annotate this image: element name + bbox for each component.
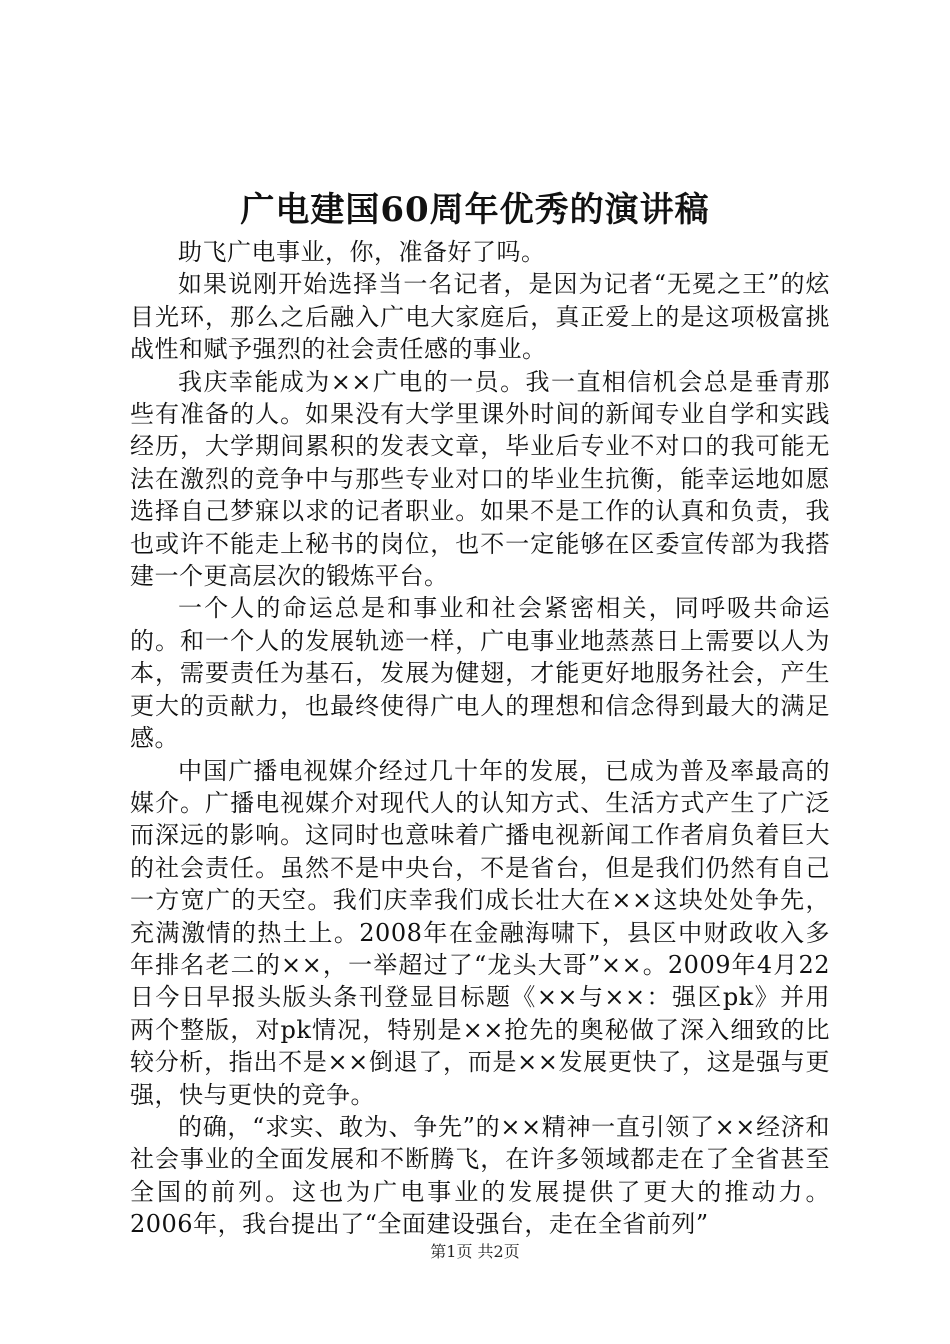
paragraph-4: 一个人的命运总是和事业和社会紧密相关，同呼吸共命运的。和一个人的发展轨迹一样，广电事业地蒸蒸日上需要以人为本，需要责任为基石，发展为健翅，才能更好地服务社会，产生更大的贡献力，也最终使得广电人的理想和信念得到最大的满足感。 (130, 594, 830, 753)
document-title: 广电建国60周年优秀的演讲稿 (240, 190, 710, 230)
paragraph-1: 助飞广电事业，你，准备好了吗。 (178, 238, 546, 266)
paragraph-6: 的确，“求实、敢为、争先”的××精神一直引领了××经济和社会事业的全面发展和不断腾飞，在许多领域都走在了全省甚至全国的前列。这也为广电事业的发展提供了更大的推动力。2006年，我台提出了“全面建设强台，走在全省前列” (130, 1112, 830, 1239)
document-body (130, 236, 830, 1241)
page-number-footer: 第1页 共2页 (430, 1242, 520, 1261)
paragraph-3: 我庆幸能成为××广电的一员。我一直相信机会总是垂青那些有准备的人。如果没有大学里课外时间的新闻专业自学和实践经历，大学期间累积的发表文章，毕业后专业不对口的我可能无法在激烈的竞争中与那些专业对口的毕业生抗衡，能幸运地如愿选择自己梦寐以求的记者职业。如果不是工作的认真和负责，我也或许不能走上秘书的岗位，也不一定能够在区委宣传部为我搭建一个更高层次的锻炼平台。 (130, 367, 830, 591)
paragraph-5: 中国广播电视媒介经过几十年的发展，已成为普及率最高的媒介。广播电视媒介对现代人的认知方式、生活方式产生了广泛而深远的影响。这同时也意味着广播电视新闻工作者肩负着巨大的社会责任。虽然不是中央台，不是省台，但是我们仍然有自己一方宽广的天空。我们庆幸我们成长壮大在××这块处处争先，充满激情的热土上。2008年在金融海啸下，县区中财政收入多年排名老二的××，一举超过了“龙头大哥”××。2009年4月22日今日早报头版头条刊登显目标题《××与××：强区pk》并用两个整版，对pk情况，特别是××抢先的奥秘做了深入细致的比较分析，指出不是××倒退了，而是××发展更快了，这是强与更强，快与更快的竞争。 (130, 756, 830, 1109)
paragraph-2: 如果说刚开始选择当一名记者，是因为记者“无冕之王”的炫目光环，那么之后融入广电大家庭后，真正爱上的是这项极富挑战性和赋予强烈的社会责任感的事业。 (130, 270, 830, 364)
